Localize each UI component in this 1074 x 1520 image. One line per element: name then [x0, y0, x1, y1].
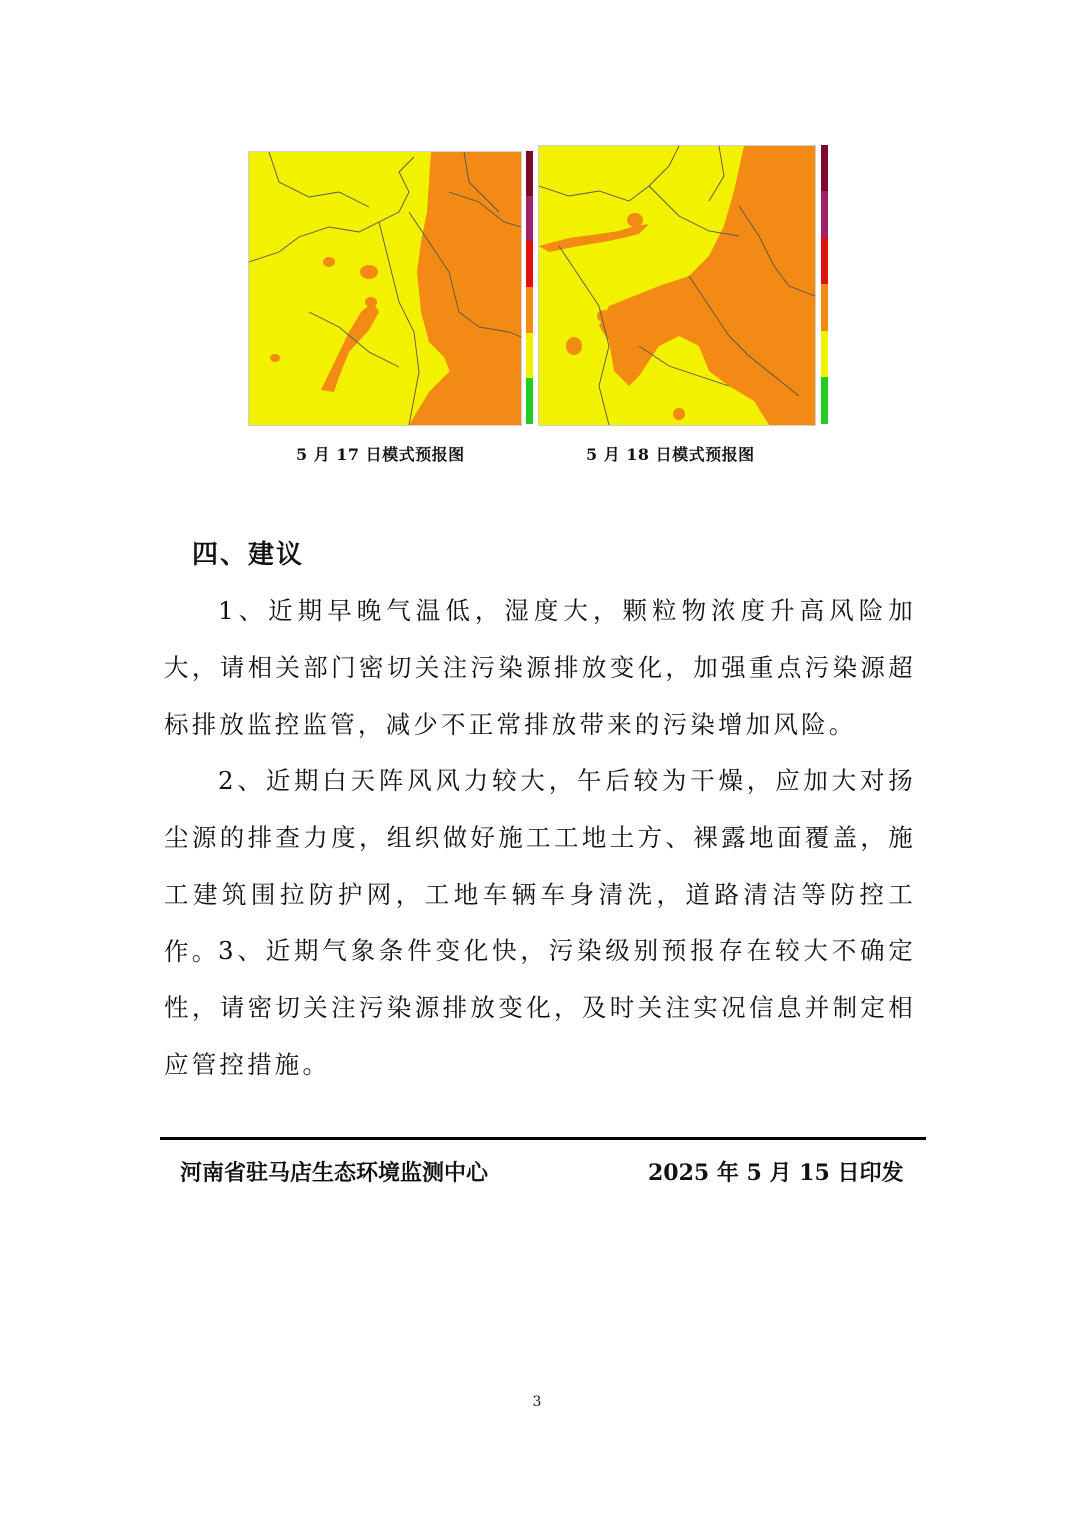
forecast-map-may-18-image: [539, 146, 815, 425]
figure-caption-may-17: 5 月 17 日模式预报图: [296, 445, 465, 464]
aqi-color-legend-left: [526, 151, 533, 424]
issue-date: 2025 年 5 月 15 日印发: [648, 1160, 904, 1186]
recommendation-paragraph-2: 2、近期白天阵风风力较大，午后较为干燥，应加大对扬尘源的排查力度，组织做好施工工地土方、裸露地面覆盖，施工建筑围拉防护网，工地车辆车身清洗，道路清洁等防控工作。: [164, 766, 916, 966]
issuer-name: 河南省驻马店生态环境监测中心: [180, 1160, 489, 1186]
figure-caption-may-18: 5 月 18 日模式预报图: [586, 445, 755, 464]
section-heading: 四、建议: [192, 540, 305, 570]
recommendation-paragraph-1: 1、近期早晚气温低，湿度大，颗粒物浓度升高风险加大，请相关部门密切关注污染源排放变化，加强重点污染源超标排放监控监管，减少不正常排放带来的污染增加风险。: [164, 596, 916, 739]
footer-divider: [160, 1137, 926, 1140]
forecast-map-may-17-image: [249, 152, 521, 425]
recommendation-paragraph-3: 3、近期气象条件变化快，污染级别预报存在较大不确定性，请密切关注污染源排放变化，及时关注实况信息并制定相应管控措施。: [164, 936, 916, 1079]
aqi-color-legend-right: [821, 145, 828, 424]
forecast-map-may-18: [538, 145, 816, 426]
forecast-map-may-17: [248, 151, 522, 426]
page-number: 3: [532, 1394, 542, 1410]
